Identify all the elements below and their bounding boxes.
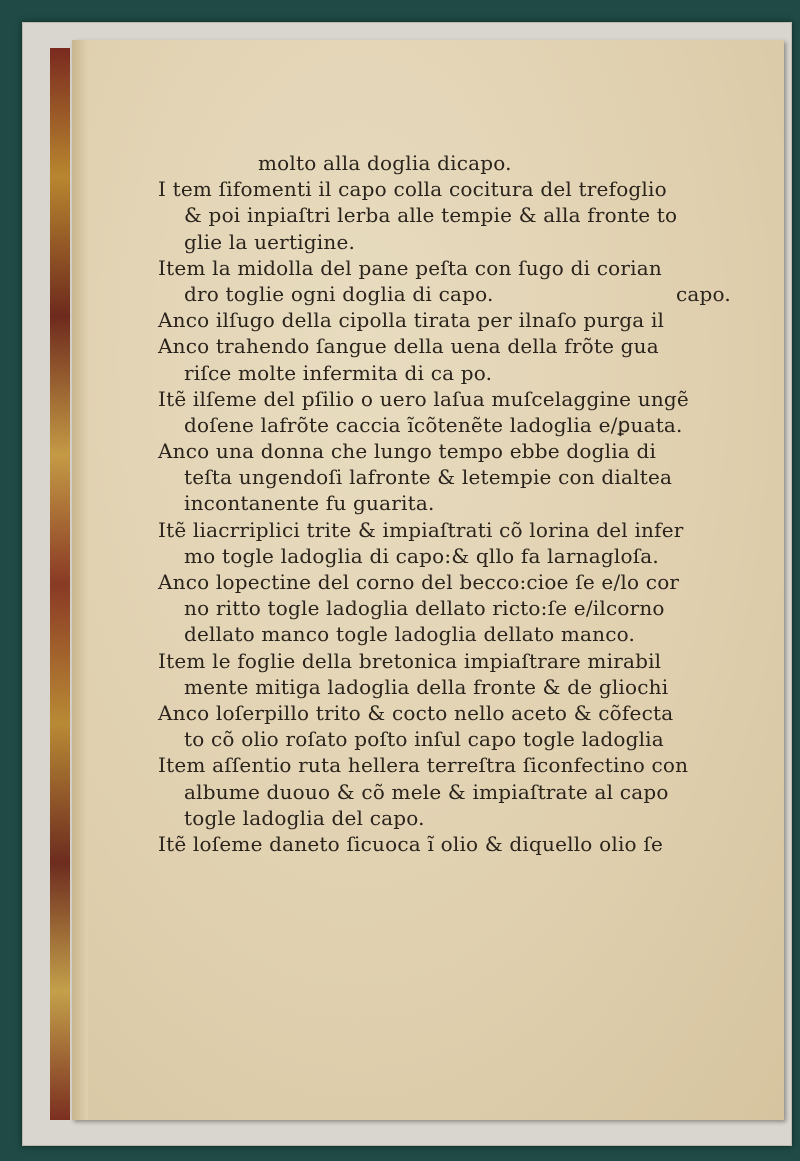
text-line — [158, 569, 758, 595]
text-line — [158, 333, 758, 359]
text-line-content: I tem ſifomenti il capo colla cocitura del trefoglio — [158, 177, 667, 202]
text-line-content: togle ladoglia del capo. — [184, 805, 425, 830]
text-line-content: Itẽ liacrriplici trite & impiaſtrati cõ lorina del infer — [158, 517, 684, 542]
text-line-content: to cõ olio roſato poſto inſul capo togle ladoglia — [184, 727, 664, 752]
text-line — [158, 595, 758, 621]
text-line-content: Anco una donna che lungo tempo ebbe doglia di — [158, 439, 657, 464]
text-line — [158, 464, 758, 490]
text-line — [158, 831, 758, 857]
text-line — [158, 517, 758, 543]
text-line — [158, 229, 758, 255]
text-line-content: Anco trahendo ſangue della uena della frõte gua — [158, 334, 659, 359]
text-line-content: incontanente fu guarita. — [184, 491, 435, 516]
text-line-content: teſta ungendoſi lafronte & letempie con dialtea — [184, 465, 673, 490]
text-line — [158, 490, 758, 516]
text-line-content: dellato manco togle ladoglia dellato manco. — [184, 622, 636, 647]
text-line — [158, 805, 758, 831]
text-line — [158, 543, 758, 569]
catchword: capo. — [676, 281, 731, 306]
text-line-content: Item le foglie della bretonica impiaſtrare mirabil — [158, 648, 662, 673]
text-line — [158, 360, 758, 386]
text-line — [158, 779, 758, 805]
text-line — [158, 412, 758, 438]
text-line-content: mo togle ladoglia di capo:& qllo fa larnagloſa. — [184, 543, 659, 568]
text-line-content: mente mitiga ladoglia della fronte & de gliochi — [184, 674, 669, 699]
text-line-content: doſene lafrõte caccia ĩcõtenẽte ladoglia e/ꝑuata. — [184, 412, 683, 437]
text-line-content: molto alla doglia dicapo. — [258, 151, 512, 175]
text-line — [158, 255, 758, 281]
text-line-content: Anco loſerpillo trito & cocto nello aceto & cõfecta — [158, 700, 674, 725]
text-line-content: riſce molte infermita di ca po. — [184, 360, 493, 385]
text-line — [158, 438, 758, 464]
text-line — [158, 281, 758, 307]
text-line-content: Anco ilſugo della cipolla tirata per ilnaſo purga il — [158, 308, 665, 333]
text-line — [158, 307, 758, 333]
text-line-content: glie la uertigine. — [184, 229, 356, 254]
page-gutter — [72, 40, 88, 1120]
text-line-content: Itẽ loſeme daneto ſicuoca ĩ olio & diquello olio ſe — [158, 831, 663, 856]
marbled-binding-edge — [50, 48, 70, 1120]
text-line — [158, 386, 758, 412]
text-line-content: albume duouo & cõ mele & impiaſtrate al capo — [184, 779, 669, 804]
page-text — [158, 150, 758, 857]
text-line-content: Item la midolla del pane peſta con ſugo di corian — [158, 255, 662, 280]
text-line — [158, 150, 758, 176]
text-line — [158, 726, 758, 752]
text-line-content: no ritto togle ladoglia dellato ricto:ſe e/ilcorno — [184, 596, 665, 621]
text-line-content: Item aſſentio ruta hellera terreſtra ſiconfectino con — [158, 753, 689, 778]
text-line — [158, 202, 758, 228]
text-line-content: dro toglie ogni doglia di capo. — [184, 281, 494, 306]
text-line-content: & poi inpiaſtri lerba alle tempie & alla fronte to — [184, 203, 678, 228]
text-line — [158, 648, 758, 674]
text-line — [158, 700, 758, 726]
text-line-content: Itẽ ilſeme del pſilio o uero laſua muſcelaggine ungẽ — [158, 386, 689, 411]
text-line-content: Anco lopectine del corno del becco:cioe ſe e/lo cor — [158, 570, 680, 594]
text-line — [158, 674, 758, 700]
text-line — [158, 176, 758, 202]
text-line — [158, 752, 758, 778]
text-line — [158, 621, 758, 647]
